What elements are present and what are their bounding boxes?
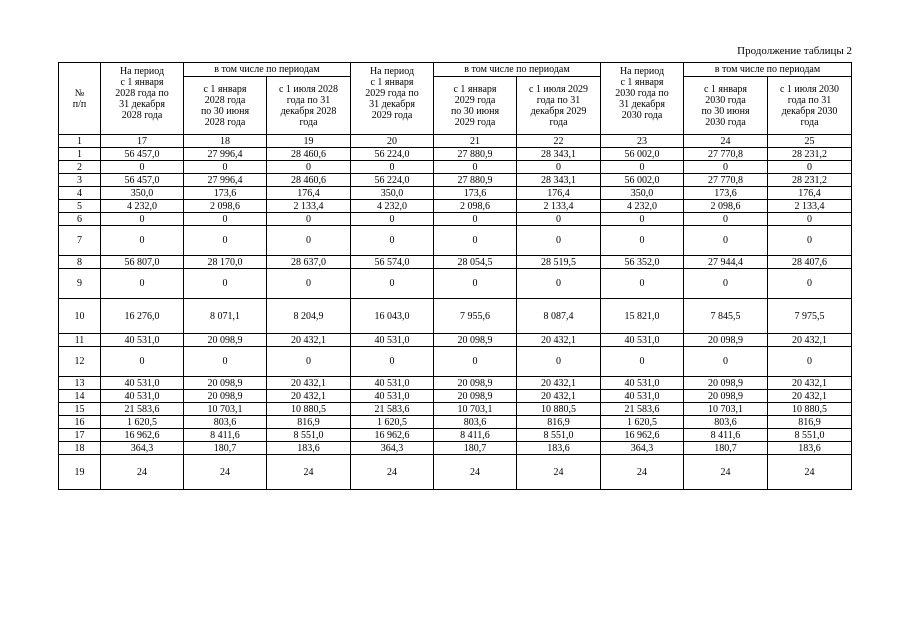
header-h2-2029: с 1 июля 2029 года по 31 декабря 2029 года (517, 77, 601, 135)
row-number-cell: 8 (59, 256, 101, 269)
row-number-cell: 7 (59, 226, 101, 256)
table-cell: 816,9 (517, 416, 601, 429)
table-cell: 56 002,0 (601, 174, 684, 187)
table-cell: 2 133,4 (267, 200, 351, 213)
table-cell: 173,6 (684, 187, 768, 200)
table-cell: 40 531,0 (601, 377, 684, 390)
table-cell: 40 531,0 (351, 390, 434, 403)
header-h1-2030: с 1 января 2030 года по 30 июня 2030 года (684, 77, 768, 135)
table-cell: 183,6 (517, 442, 601, 455)
table-cell: 176,4 (517, 187, 601, 200)
row-number-cell: 14 (59, 390, 101, 403)
table-cell: 8 204,9 (267, 299, 351, 334)
table-cell: 20 098,9 (434, 334, 517, 347)
table-cell: 2 133,4 (768, 200, 852, 213)
row-number-cell: 13 (59, 377, 101, 390)
row-number-cell: 3 (59, 174, 101, 187)
table-cell: 27 880,9 (434, 174, 517, 187)
table-cell: 27 996,4 (184, 174, 267, 187)
table-cell: 180,7 (434, 442, 517, 455)
table-cell: 28 170,0 (184, 256, 267, 269)
header-subperiods-2028: в том числе по периодам (184, 63, 351, 77)
table-cell: 350,0 (101, 187, 184, 200)
table-cell: 20 098,9 (684, 334, 768, 347)
table-cell: 28 637,0 (267, 256, 351, 269)
table-cell: 20 098,9 (434, 377, 517, 390)
column-number: 22 (517, 135, 601, 148)
table-cell: 27 944,4 (684, 256, 768, 269)
table-cell: 40 531,0 (351, 334, 434, 347)
table-cell: 4 232,0 (351, 200, 434, 213)
column-number: 23 (601, 135, 684, 148)
table-cell: 20 098,9 (684, 390, 768, 403)
table-row (59, 403, 852, 416)
table-row (59, 347, 852, 377)
table-cell: 24 (101, 455, 184, 490)
table-cell: 24 (351, 455, 434, 490)
table-cell: 28 519,5 (517, 256, 601, 269)
table-cell: 56 457,0 (101, 148, 184, 161)
column-number-row (59, 135, 852, 148)
table-cell: 10 880,5 (267, 403, 351, 416)
row-number-cell: 2 (59, 161, 101, 174)
table-cell: 24 (184, 455, 267, 490)
table-cell: 0 (184, 226, 267, 256)
row-number-cell: 12 (59, 347, 101, 377)
row-number-cell: 17 (59, 429, 101, 442)
table-cell: 0 (267, 269, 351, 299)
table-row (59, 442, 852, 455)
table-cell: 0 (434, 347, 517, 377)
table-cell: 0 (267, 161, 351, 174)
table-cell: 0 (601, 347, 684, 377)
table-cell: 0 (517, 226, 601, 256)
table-cell: 0 (601, 269, 684, 299)
table-cell: 28 054,5 (434, 256, 517, 269)
table-cell: 0 (684, 161, 768, 174)
table-cell: 0 (768, 347, 852, 377)
table-cell: 10 703,1 (184, 403, 267, 416)
row-number-cell: 16 (59, 416, 101, 429)
table-row (59, 416, 852, 429)
table-cell: 0 (184, 213, 267, 226)
table-cell: 0 (101, 269, 184, 299)
table-cell: 27 880,9 (434, 148, 517, 161)
table-cell: 816,9 (768, 416, 852, 429)
table-cell: 0 (184, 269, 267, 299)
column-number: 17 (101, 135, 184, 148)
column-number: 24 (684, 135, 768, 148)
table-cell: 7 955,6 (434, 299, 517, 334)
table-row (59, 161, 852, 174)
table-cell: 21 583,6 (601, 403, 684, 416)
table-row (59, 187, 852, 200)
table-cell: 0 (684, 347, 768, 377)
table-cell: 183,6 (768, 442, 852, 455)
table-cell: 20 432,1 (768, 390, 852, 403)
header-h1-2029: с 1 января 2029 года по 30 июня 2029 года (434, 77, 517, 135)
table-cell: 0 (684, 226, 768, 256)
table-cell: 40 531,0 (101, 334, 184, 347)
header-subperiods-2030: в том числе по периодам (684, 63, 852, 77)
table-cell: 1 620,5 (601, 416, 684, 429)
row-number-cell: 18 (59, 442, 101, 455)
row-number-cell: 10 (59, 299, 101, 334)
table-cell: 0 (684, 213, 768, 226)
table-cell: 10 880,5 (517, 403, 601, 416)
table-cell: 8 551,0 (267, 429, 351, 442)
table-cell: 40 531,0 (601, 334, 684, 347)
column-number: 1 (59, 135, 101, 148)
table-cell: 8 087,4 (517, 299, 601, 334)
table-cell: 0 (434, 269, 517, 299)
table-cell: 0 (184, 161, 267, 174)
table-row (59, 377, 852, 390)
table-cell: 20 432,1 (768, 377, 852, 390)
table-cell: 28 231,2 (768, 174, 852, 187)
table-cell: 24 (517, 455, 601, 490)
table-cell: 28 460,6 (267, 174, 351, 187)
table-cell: 40 531,0 (101, 390, 184, 403)
table-cell: 7 975,5 (768, 299, 852, 334)
table-cell: 10 703,1 (434, 403, 517, 416)
table-cell: 40 531,0 (351, 377, 434, 390)
header-subperiods-2029: в том числе по периодам (434, 63, 601, 77)
table-cell: 56 807,0 (101, 256, 184, 269)
table-cell: 24 (434, 455, 517, 490)
table-caption: Продолжение таблицы 2 (737, 45, 852, 57)
table-cell: 0 (101, 213, 184, 226)
table-cell: 16 962,6 (601, 429, 684, 442)
table-cell: 0 (351, 161, 434, 174)
row-number-cell: 4 (59, 187, 101, 200)
table-cell: 28 407,6 (768, 256, 852, 269)
table-row (59, 269, 852, 299)
table-cell: 8 411,6 (684, 429, 768, 442)
table-cell: 173,6 (434, 187, 517, 200)
column-number: 21 (434, 135, 517, 148)
table-cell: 4 232,0 (101, 200, 184, 213)
table-row (59, 174, 852, 187)
table-cell: 20 432,1 (768, 334, 852, 347)
table-cell: 27 996,4 (184, 148, 267, 161)
table-cell: 803,6 (184, 416, 267, 429)
table-cell: 10 703,1 (684, 403, 768, 416)
table-cell: 0 (768, 226, 852, 256)
row-number-cell: 1 (59, 148, 101, 161)
table-cell: 0 (434, 226, 517, 256)
table-cell: 0 (101, 161, 184, 174)
row-number-cell: 11 (59, 334, 101, 347)
column-number: 18 (184, 135, 267, 148)
table-cell: 176,4 (768, 187, 852, 200)
table-cell: 0 (517, 269, 601, 299)
table-cell: 0 (351, 226, 434, 256)
table-row (59, 148, 852, 161)
table-cell: 20 432,1 (267, 390, 351, 403)
row-number-cell: 9 (59, 269, 101, 299)
table-cell: 0 (768, 269, 852, 299)
row-number-cell: 19 (59, 455, 101, 490)
table-cell: 20 098,9 (434, 390, 517, 403)
table-row (59, 256, 852, 269)
table-cell: 364,3 (601, 442, 684, 455)
header-period-2030: На период с 1 января 2030 года по 31 декабря 2030 года (601, 63, 684, 135)
table-cell: 20 432,1 (267, 377, 351, 390)
table-cell: 24 (601, 455, 684, 490)
table-cell: 0 (267, 226, 351, 256)
table-cell: 21 583,6 (101, 403, 184, 416)
table-cell: 20 098,9 (184, 334, 267, 347)
table-row (59, 226, 852, 256)
table-cell: 0 (267, 213, 351, 226)
table-cell: 24 (267, 455, 351, 490)
table-cell: 350,0 (601, 187, 684, 200)
table-cell: 28 343,1 (517, 174, 601, 187)
table-cell: 56 457,0 (101, 174, 184, 187)
table-cell: 28 460,6 (267, 148, 351, 161)
table-cell: 2 098,6 (684, 200, 768, 213)
table-cell: 0 (101, 226, 184, 256)
table-cell: 15 821,0 (601, 299, 684, 334)
table-row (59, 390, 852, 403)
table-cell: 20 432,1 (517, 390, 601, 403)
header-num-col: № п/п (59, 63, 101, 135)
table-cell: 1 620,5 (351, 416, 434, 429)
header-h2-2028: с 1 июля 2028 года по 31 декабря 2028 года (267, 77, 351, 135)
table-cell: 8 551,0 (517, 429, 601, 442)
table-cell: 56 002,0 (601, 148, 684, 161)
table-cell: 16 043,0 (351, 299, 434, 334)
table-cell: 7 845,5 (684, 299, 768, 334)
table-cell: 2 098,6 (184, 200, 267, 213)
table-cell: 173,6 (184, 187, 267, 200)
column-number: 20 (351, 135, 434, 148)
table-cell: 21 583,6 (351, 403, 434, 416)
table-cell: 364,3 (101, 442, 184, 455)
table-cell: 56 224,0 (351, 174, 434, 187)
table-cell: 0 (101, 347, 184, 377)
table-cell: 2 098,6 (434, 200, 517, 213)
table-cell: 803,6 (434, 416, 517, 429)
table-cell: 0 (517, 213, 601, 226)
table-row (59, 334, 852, 347)
table-cell: 350,0 (351, 187, 434, 200)
table-cell: 183,6 (267, 442, 351, 455)
table-cell: 56 224,0 (351, 148, 434, 161)
header-h1-2028: с 1 января 2028 года по 30 июня 2028 года (184, 77, 267, 135)
table-body (59, 148, 852, 490)
table-cell: 20 098,9 (184, 390, 267, 403)
row-number-cell: 15 (59, 403, 101, 416)
row-number-cell: 5 (59, 200, 101, 213)
table-cell: 364,3 (351, 442, 434, 455)
table-cell: 0 (517, 161, 601, 174)
table-cell: 16 276,0 (101, 299, 184, 334)
table-cell: 40 531,0 (101, 377, 184, 390)
table-cell: 8 411,6 (184, 429, 267, 442)
table-cell: 27 770,8 (684, 174, 768, 187)
table-cell: 10 880,5 (768, 403, 852, 416)
table-cell: 4 232,0 (601, 200, 684, 213)
table-cell: 8 071,1 (184, 299, 267, 334)
column-number: 19 (267, 135, 351, 148)
table-cell: 24 (768, 455, 852, 490)
table-cell: 0 (601, 213, 684, 226)
table-cell: 1 620,5 (101, 416, 184, 429)
column-number: 25 (768, 135, 852, 148)
table-cell: 8 551,0 (768, 429, 852, 442)
header-h2-2030: с 1 июля 2030 года по 31 декабря 2030 года (768, 77, 852, 135)
table-cell: 56 352,0 (601, 256, 684, 269)
table-cell: 180,7 (184, 442, 267, 455)
table-cell: 0 (768, 213, 852, 226)
table-cell: 27 770,8 (684, 148, 768, 161)
header-period-2029: На период с 1 января 2029 года по 31 декабря 2029 года (351, 63, 434, 135)
table-cell: 0 (351, 269, 434, 299)
table-cell: 0 (351, 213, 434, 226)
table-cell: 180,7 (684, 442, 768, 455)
table-cell: 0 (601, 226, 684, 256)
table-cell: 0 (434, 213, 517, 226)
table-cell: 56 574,0 (351, 256, 434, 269)
table-cell: 0 (351, 347, 434, 377)
table-cell: 20 432,1 (517, 334, 601, 347)
table-cell: 8 411,6 (434, 429, 517, 442)
table-cell: 20 432,1 (517, 377, 601, 390)
table-row (59, 429, 852, 442)
data-table (58, 62, 852, 490)
table-cell: 803,6 (684, 416, 768, 429)
table-cell: 16 962,6 (101, 429, 184, 442)
table-cell: 0 (184, 347, 267, 377)
table-row (59, 200, 852, 213)
table-cell: 24 (684, 455, 768, 490)
table-cell: 0 (684, 269, 768, 299)
table-cell: 2 133,4 (517, 200, 601, 213)
table-cell: 20 098,9 (184, 377, 267, 390)
table-cell: 20 432,1 (267, 334, 351, 347)
table-cell: 20 098,9 (684, 377, 768, 390)
row-number-cell: 6 (59, 213, 101, 226)
table-cell: 816,9 (267, 416, 351, 429)
table-cell: 16 962,6 (351, 429, 434, 442)
table-cell: 28 231,2 (768, 148, 852, 161)
table-cell: 0 (768, 161, 852, 174)
table-cell: 0 (601, 161, 684, 174)
table-row (59, 299, 852, 334)
table-cell: 0 (434, 161, 517, 174)
table-cell: 40 531,0 (601, 390, 684, 403)
header-period-2028: На период с 1 января 2028 года по 31 декабря 2028 года (101, 63, 184, 135)
table-cell: 0 (267, 347, 351, 377)
table-cell: 0 (517, 347, 601, 377)
table-cell: 176,4 (267, 187, 351, 200)
table-cell: 28 343,1 (517, 148, 601, 161)
table-row (59, 455, 852, 490)
table-row (59, 213, 852, 226)
